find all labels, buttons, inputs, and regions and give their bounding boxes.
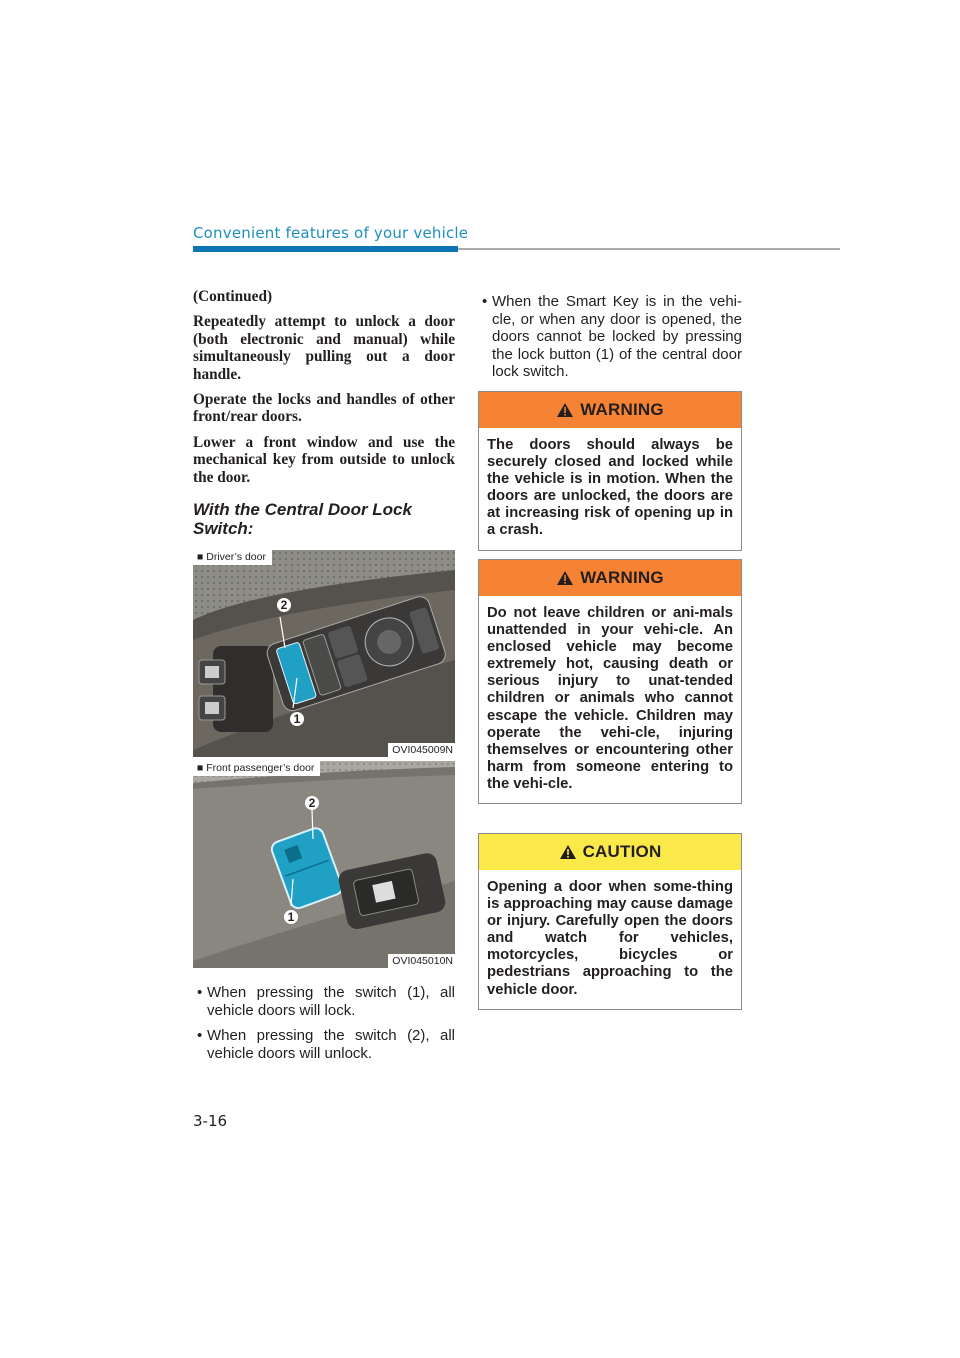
figure-code: OVI045010N [388,954,455,968]
figure-label-passenger-door: ■ Front passenger’s door [193,761,320,776]
bullet-smart-key: • When the Smart Key is in the vehi-cle, or when any door is opened, the doors cannot be locked by pressing the lock button (1) of the central door lock switch. [478,293,742,381]
caution-box-approaching [478,833,742,1010]
warning-header [479,392,741,428]
header-rule [458,248,840,250]
switch-bullet-list [193,984,455,1070]
section-title: Convenient features of your vehicle [193,224,469,242]
warning-text: The doors should always be securely closed and locked while the vehicle is in motion. When the doors are unlocked, the doors are at increasing risk of opening up in a crash. [487,437,733,539]
figure-passenger-door [193,761,455,968]
caution-triangle-icon [559,844,577,860]
paragraph-continued: (Continued) [193,288,273,305]
smart-key-bullet-list [478,293,742,389]
warning-box-doors-closed [478,391,742,551]
figure-drivers-door [193,550,455,757]
callout-2: 2 [277,598,291,612]
figure-code: OVI045009N [388,743,455,757]
paragraph-unlock-attempt: Repeatedly attempt to unlock a door (both electronic and manual) while simultaneously pulling out a door handle. [193,313,455,383]
warning-label: WARNING [580,400,664,419]
header-rule-accent [193,246,458,252]
caution-text: Opening a door when some-thing is approaching may cause damage or injury. Carefully open the doors and watch for vehicles, motorcycles, bicycles or pedestrians approaching to the vehicle door. [487,879,733,998]
caution-header [479,834,741,870]
callout-2: 2 [305,796,319,810]
bullet-lock: • When pressing the switch (1), all vehicle doors will lock. [193,984,455,1019]
paragraph-operate-locks: Operate the locks and handles of other front/rear doors. [193,391,455,426]
bullet-unlock: • When pressing the switch (2), all vehicle doors will unlock. [193,1027,455,1062]
paragraph-lower-window: Lower a front window and use the mechanical key from outside to unlock the door. [193,433,455,486]
warning-label: WARNING [580,568,664,587]
warning-box-children [478,559,742,804]
warning-triangle-icon [556,570,574,586]
left-column-text [193,288,455,494]
subheading-central-door-lock: With the Central Door Lock Switch: [193,500,412,538]
callout-1: 1 [284,910,298,924]
passenger-door-switch-illustration [193,761,455,968]
warning-header [479,560,741,596]
figure-label-drivers-door: ■ Driver’s door [193,550,272,565]
warning-text: Do not leave children or ani-mals unattended in your vehi-cle. An enclosed vehicle may become extremely hot, causing death or serious injury to unat-tended children or animals who cannot escape the vehicle. Children may operate the vehi-cle, injuring themselves or encountering other harm from someone entering to the vehi-cle. [487,605,733,792]
drivers-door-switch-illustration [193,550,455,757]
callout-1: 1 [290,712,304,726]
page-number: 3-16 [193,1112,228,1130]
caution-label: CAUTION [582,842,662,861]
warning-triangle-icon [556,402,574,418]
